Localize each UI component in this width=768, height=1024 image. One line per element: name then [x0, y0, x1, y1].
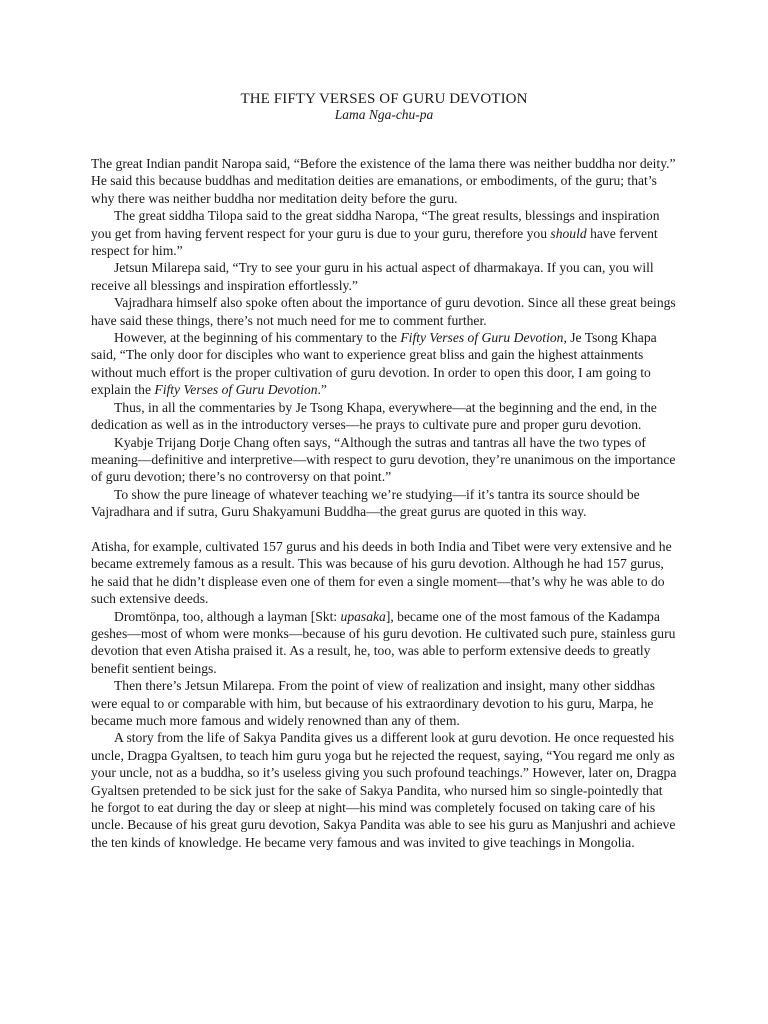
- document-title: THE FIFTY VERSES OF GURU DEVOTION: [240, 91, 528, 107]
- paragraph: Atisha, for example, cultivated 157 gurus and his deeds in both India and Tibet were very extensive and he became extremely famous as a result. This was because of his guru devotion. Although he had 157 gurus, he said that he didn’t displease even one of them for even a single moment—that’s why he was able to do such extensive deeds.: [91, 538, 672, 607]
- paragraph: The great siddha Tilopa said to the great siddha Naropa, “The great results, blessings and inspiration you get from having fervent respect for your guru is due to your guru, therefore you should have fervent respect for him.”: [91, 208, 660, 259]
- paragraph: A story from the life of Sakya Pandita gives us a different look at guru devotion. He once requested his uncle, Dragpa Gyaltsen, to teach him guru yoga but he rejected the request, saying, “You regard me only as your uncle, not as a buddha, so it’s useless giving you such profound teachings.” However, later on, Dragpa Gyaltsen pretended to be sick just for the sake of Sakya Pandita, who nursed him so single-pointedly that he forgot to eat during the day or sleep at night—his mind was completely focused on taking care of his uncle. Because of his great guru devotion, Sakya Pandita was able to see his guru as Manjushri and achieve the ten kinds of knowledge. He became very famous and was invited to give teachings in Mongolia.: [91, 730, 677, 850]
- paragraph: To show the pure lineage of whatever teaching we’re studying—if it’s tantra its source should be Vajradhara and if sutra, Guru Shakyamuni Buddha—the great gurus are quoted in this way.: [91, 486, 640, 520]
- paragraph: Kyabje Trijang Dorje Chang often says, “Although the sutras and tantras all have the two types of meaning—definitive and interpretive—with respect to guru devotion, they’re unanimous on the importance of guru devotion; there’s no controversy on that point.”: [91, 434, 676, 485]
- document-author: Lama Nga-chu-pa: [334, 107, 434, 122]
- paragraph: Dromtönpa, too, although a layman [Skt: upasaka], became one of the most famous of the Kadampa geshes—most of whom were monks—because of his guru devotion. He cultivated such pure, stainless guru devotion that even Atisha praised it. As a result, he, too, was able to perform extensive deeds to greatly benefit sentient beings.: [91, 608, 676, 676]
- paragraph: Jetsun Milarepa said, “Try to see your guru in his actual aspect of dharmakaya. If you can, you will receive all blessings and inspiration effortlessly.”: [91, 260, 654, 293]
- document-body: [91, 155, 677, 851]
- paragraph: However, at the beginning of his commentary to the Fifty Verses of Guru Devotion, Je Tsong Khapa said, “The only door for disciples who want to experience great bliss and gain the highest attainments without much effort is the proper cultivation of guru devotion. In order to open this door, I am going to explain the Fifty Verses of Guru Devotion.”: [91, 330, 657, 398]
- paragraph: Thus, in all the commentaries by Je Tsong Khapa, everywhere—at the beginning and the end, in the dedication as well as in the introductory verses—he prays to cultivate pure and proper guru devotion.: [91, 399, 657, 433]
- paragraph: Then there’s Jetsun Milarepa. From the point of view of realization and insight, many other siddhas were equal to or comparable with him, but because of his extraordinary devotion to his guru, Marpa, he became much more famous and widely renowned than any of them.: [91, 678, 655, 728]
- paragraph: Vajradhara himself also spoke often about the importance of guru devotion. Since all these great beings have said these things, there’s not much need for me to comment further.: [91, 295, 676, 328]
- book-title-text: Fifty Verses of Guru Devotion: [154, 382, 318, 398]
- book-title-text: Fifty Verses of Guru Devotion: [400, 330, 564, 346]
- emphasis-text: should: [550, 225, 587, 241]
- sanskrit-term: upasaka: [340, 608, 386, 624]
- paragraph: The great Indian pandit Naropa said, “Before the existence of the lama there was neither buddha nor deity.” He said this because buddhas and meditation deities are emanations, or embodiments, of the guru; that’s why there was neither buddha nor meditation deity before the guru.: [91, 156, 676, 206]
